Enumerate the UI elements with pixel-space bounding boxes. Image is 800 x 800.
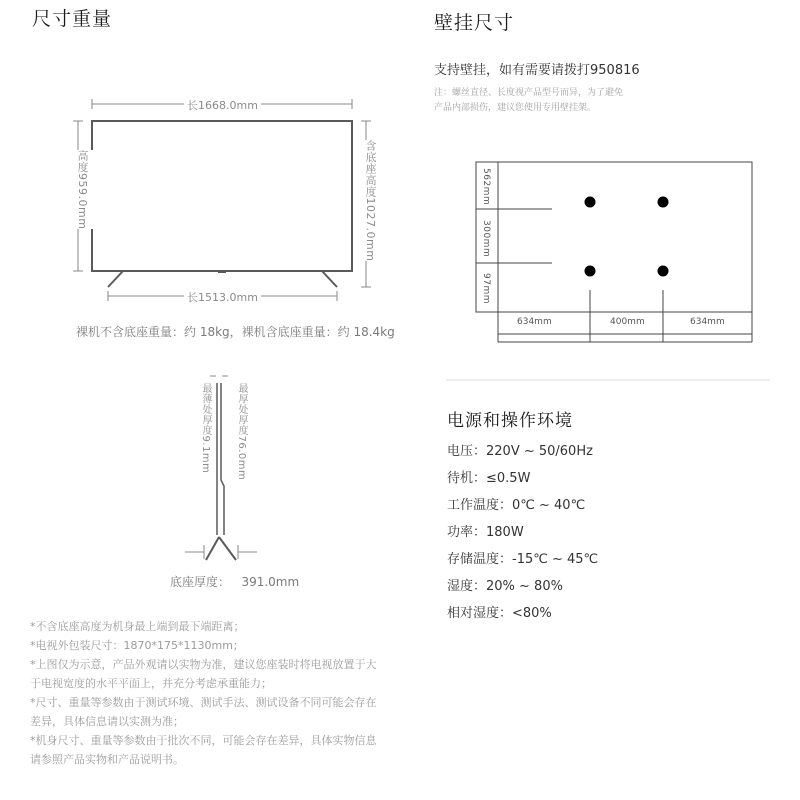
h-dimension-label: 400mm: [610, 317, 645, 327]
v-dimension-label: 562mm: [481, 168, 491, 206]
spec-standby: 待机：≤0.5W: [447, 471, 531, 486]
h-dimension-label: 634mm: [690, 317, 725, 327]
footnote-line: 请参照产品实物和产品说明书。: [30, 753, 184, 766]
v-dimension-label: 300mm: [481, 220, 491, 258]
power-spec-list: [447, 440, 598, 629]
footnote-line: *不含底座高度为机身最上端到最下端距离；: [30, 620, 245, 633]
width-label: 长1668.0mm: [184, 97, 261, 113]
footnote-line: *机身尺寸、重量等参数由于批次不同，可能会存在差异，具体实物信息: [30, 734, 377, 747]
tv-back-panel: [498, 162, 752, 312]
wall-mount-note-line: 注：螺丝直径、长度视产品型号而异，为了避免: [434, 88, 624, 98]
spec-relative-humidity: 相对湿度：<80%: [447, 606, 552, 621]
height-label: 高度959.0mm: [71, 150, 93, 229]
height-with-stand-label: 含底座高度1027.0mm: [359, 140, 381, 261]
spec-voltage: 电压：220V ~ 50/60Hz: [447, 444, 593, 459]
mount-hole-top-left: [585, 197, 596, 208]
thinnest-thickness-label: 最薄处厚度9.1mm: [200, 383, 211, 474]
v-dimension-label: 97mm: [481, 273, 491, 304]
spec-power: 功率：180W: [447, 525, 524, 540]
weight-info: 裸机不含底座重量：约 18kg，裸机含底座重量：约 18.4kg: [76, 325, 395, 339]
footnote-line: *电视外包装尺寸：1870*175*1130mm；: [30, 639, 244, 652]
spec-humidity: 湿度：20% ~ 80%: [447, 579, 563, 594]
wall-mount-note-line: 产品内部损伤，建议您使用专用壁挂架。: [434, 103, 597, 113]
base-depth-label: 底座厚度： 391.0mm: [170, 575, 300, 589]
h-dimension-label: 634mm: [517, 317, 552, 327]
footnote-line: 于电视宽度的水平平面上，并充分考虑承重能力；: [30, 677, 272, 690]
footnote-line: *上图仅为示意，产品外观请以实物为准，建议您座装时将电视放置于大: [30, 658, 377, 671]
mount-hole-bottom-right: [658, 266, 669, 277]
spec-operating-temp: 工作温度：0℃ ~ 40℃: [447, 498, 586, 513]
size-section-title: 尺寸重量: [32, 8, 113, 30]
wall-mount-support-text: 支持壁挂，如有需要请拨打950816: [434, 63, 640, 78]
mount-hole-top-right: [658, 197, 669, 208]
footnote-line: *尺寸、重量等参数由于测试环境、测试手法、测试设备不同可能会存在: [30, 696, 377, 709]
stand-span-label: 长1513.0mm: [184, 289, 261, 305]
mount-hole-bottom-left: [585, 266, 596, 277]
wall-section-title: 壁挂尺寸: [434, 12, 515, 34]
thickest-thickness-label: 最厚处厚度76.0mm: [236, 383, 247, 481]
spec-storage-temp: 存储温度：-15℃ ~ 45℃: [447, 552, 599, 567]
power-section-title: 电源和操作环境: [447, 411, 573, 431]
footnote-line: 差异，具体信息请以实测为准；: [30, 715, 184, 728]
